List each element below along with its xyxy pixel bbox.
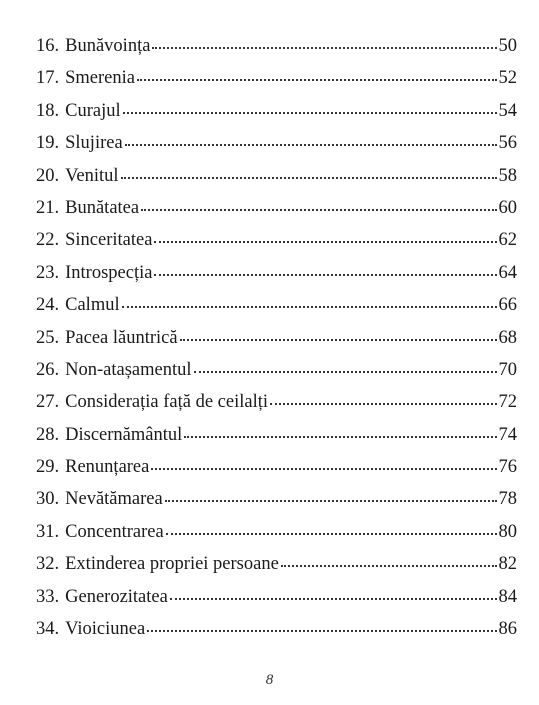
toc-entry-number: 33.	[36, 586, 60, 607]
toc-entry-number: 34.	[36, 619, 60, 640]
toc-entry-number: 26.	[36, 359, 60, 380]
page-number: 8	[265, 672, 274, 688]
toc-entry	[36, 127, 517, 159]
toc-entry-title: Nevătămarea	[65, 489, 163, 510]
toc-entry-page: 74	[498, 424, 517, 445]
toc-entry-page: 58	[498, 165, 517, 186]
toc-entry-number: 24.	[36, 295, 60, 316]
toc-entry-page: 86	[498, 619, 517, 640]
toc-entry-page: 50	[498, 36, 517, 56]
toc-entry-title: Renunțarea	[65, 457, 150, 478]
toc-entry-page: 54	[498, 100, 517, 121]
toc-entry-number: 22.	[36, 230, 60, 251]
toc-entry	[36, 224, 517, 256]
dot-leader	[281, 551, 497, 570]
toc-entry-number: 23.	[36, 262, 60, 283]
toc-entry-title: Concentrarea	[65, 521, 164, 542]
toc-entry-title: Extinderea propriei persoane	[65, 554, 279, 575]
toc-entry	[36, 192, 517, 224]
dot-leader	[154, 259, 496, 278]
toc-entry-page: 56	[498, 133, 517, 154]
toc-entry-number: 20.	[36, 165, 60, 186]
dot-leader	[123, 97, 497, 116]
table-of-contents	[36, 30, 517, 645]
toc-entry-title: Curajul	[65, 100, 121, 121]
toc-entry-page: 60	[498, 197, 517, 218]
toc-entry-number: 17.	[36, 68, 60, 89]
toc-entry-title: Vioiciunea	[65, 619, 146, 640]
toc-entry-title: Non-atașamentul	[65, 359, 192, 380]
toc-entry	[36, 354, 517, 386]
toc-entry-number: 29.	[36, 457, 60, 478]
dot-leader	[137, 65, 497, 84]
toc-entry-page: 64	[498, 262, 517, 283]
toc-entry	[36, 451, 517, 483]
toc-entry	[36, 160, 517, 192]
toc-entry	[36, 613, 517, 645]
toc-entry-page: 66	[498, 295, 517, 316]
dot-leader	[151, 454, 496, 473]
dot-leader	[121, 162, 497, 181]
toc-entry	[36, 386, 517, 418]
dot-leader	[154, 227, 496, 246]
toc-entry	[36, 289, 517, 321]
toc-entry-number: 19.	[36, 133, 60, 154]
toc-entry-title: Bunătatea	[65, 197, 140, 218]
toc-entry-number: 30.	[36, 489, 60, 510]
toc-entry-number: 18.	[36, 100, 60, 121]
toc-entry-title: Venitul	[65, 165, 119, 186]
toc-entry	[36, 322, 517, 354]
toc-entry	[36, 548, 517, 580]
toc-entry-page: 72	[498, 392, 517, 413]
dot-leader	[125, 130, 497, 149]
toc-entry-title: Discernământul	[65, 424, 183, 445]
dot-leader	[270, 389, 496, 408]
dot-leader	[184, 421, 496, 440]
toc-entry-page: 70	[498, 359, 517, 380]
dot-leader	[194, 356, 497, 375]
toc-entry	[36, 581, 517, 613]
dot-leader	[170, 583, 497, 602]
toc-entry-page: 84	[498, 586, 517, 607]
toc-entry-page: 62	[498, 230, 517, 251]
toc-entry-title: Slujirea	[65, 133, 123, 154]
dot-leader	[166, 518, 497, 537]
toc-entry-number: 21.	[36, 197, 60, 218]
toc-entry	[36, 516, 517, 548]
toc-entry-number: 27.	[36, 392, 60, 413]
toc-entry-title: Sinceritatea	[65, 230, 153, 251]
toc-entry	[36, 257, 517, 289]
toc-entry-title: Bunăvoința	[65, 36, 151, 56]
toc-entry-page: 52	[498, 68, 517, 89]
toc-entry-title: Calmul	[65, 295, 120, 316]
dot-leader	[165, 486, 497, 505]
toc-entry-page: 76	[498, 457, 517, 478]
toc-entry-page: 68	[498, 327, 517, 348]
toc-entry	[36, 419, 517, 451]
toc-entry-page: 78	[498, 489, 517, 510]
dot-leader	[122, 292, 497, 311]
toc-entry-title: Generozitatea	[65, 586, 168, 607]
toc-entry-number: 25.	[36, 327, 60, 348]
toc-entry-title: Pacea lăuntrică	[65, 327, 178, 348]
toc-entry-page: 80	[498, 521, 517, 542]
dot-leader	[147, 616, 496, 635]
toc-entry	[36, 95, 517, 127]
toc-entry	[36, 62, 517, 94]
toc-entry-page: 82	[498, 554, 517, 575]
toc-entry	[36, 483, 517, 515]
dot-leader	[180, 324, 497, 343]
dot-leader	[141, 194, 496, 213]
dot-leader	[152, 33, 496, 52]
toc-entry-title: Considerația față de ceilalți	[65, 392, 269, 413]
toc-entry-title: Introspecția	[65, 262, 153, 283]
toc-entry-number: 16.	[36, 36, 60, 56]
toc-entry-number: 32.	[36, 554, 60, 575]
toc-entry-number: 31.	[36, 521, 60, 542]
toc-entry-title: Smerenia	[65, 68, 135, 89]
toc-entry-number: 28.	[36, 424, 60, 445]
toc-entry	[36, 30, 517, 62]
